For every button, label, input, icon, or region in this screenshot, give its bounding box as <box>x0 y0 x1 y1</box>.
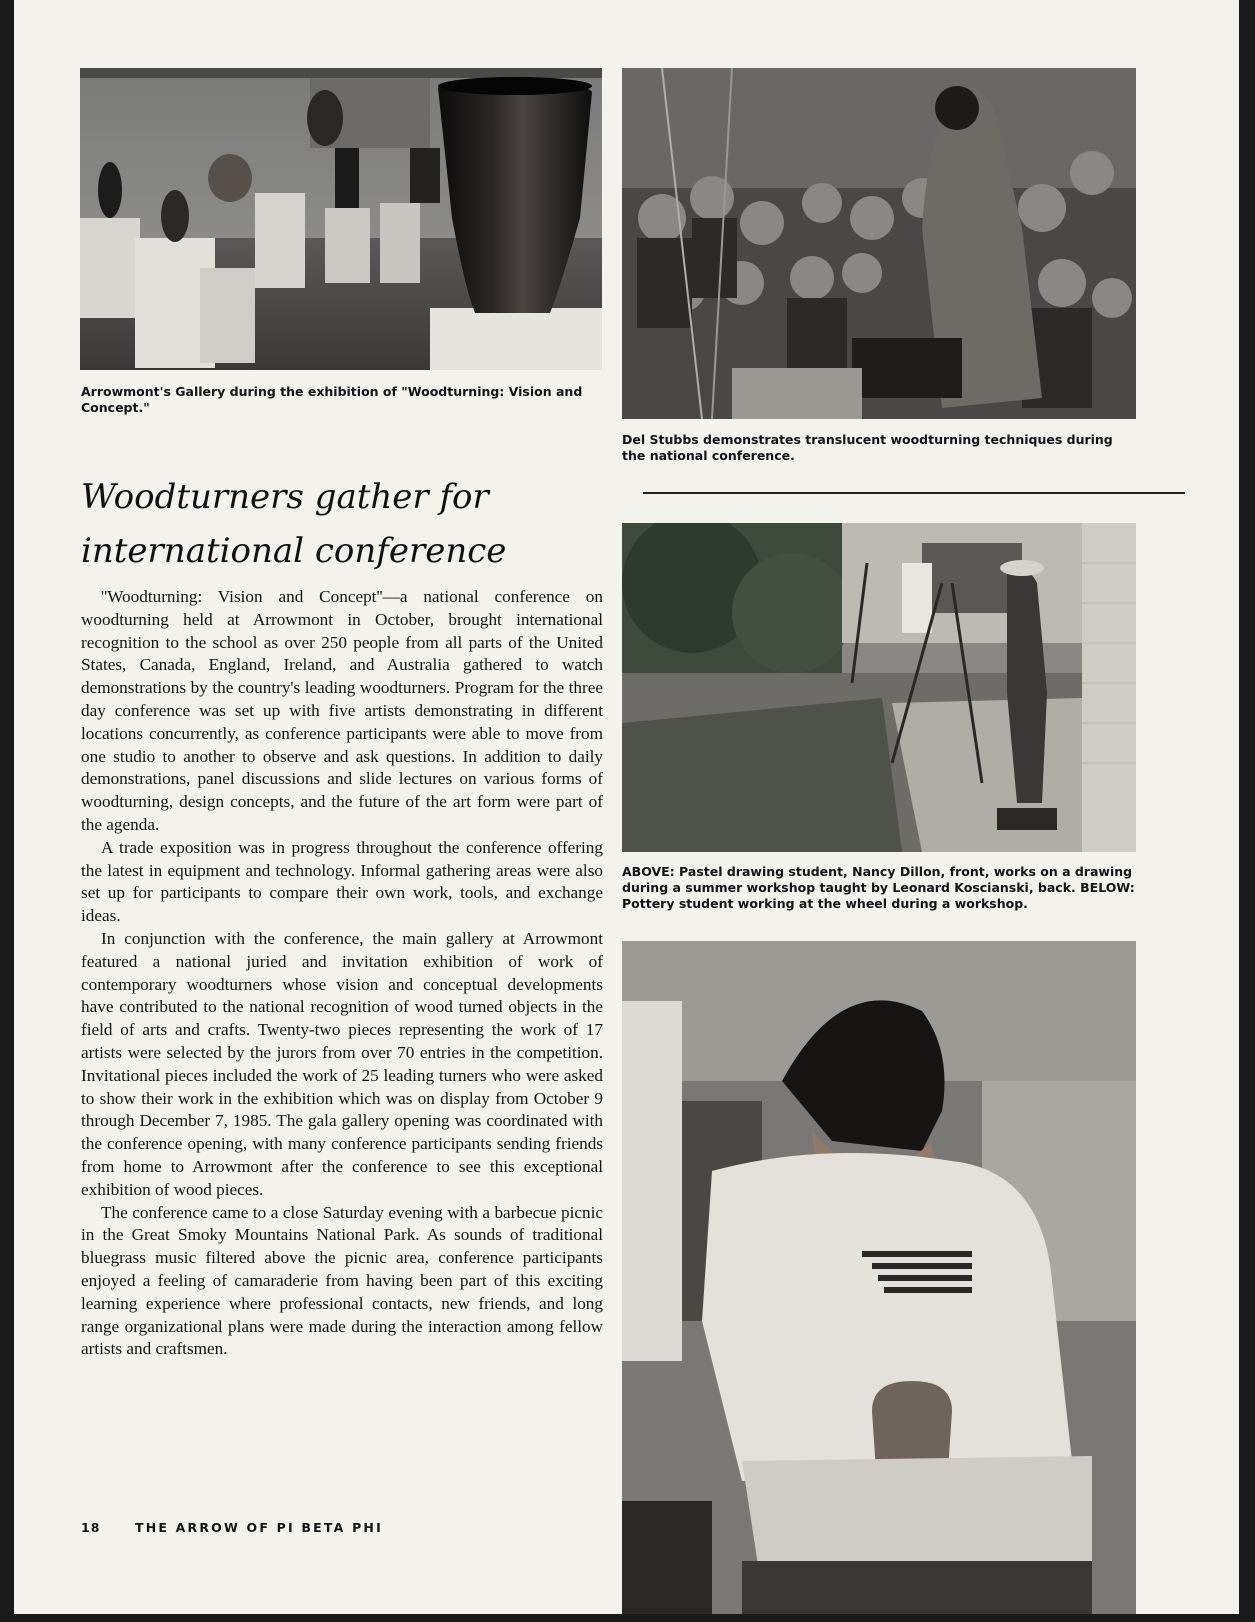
demonstration-photo <box>622 68 1136 419</box>
article-paragraph: In conjunction with the conference, the main gallery at Arrowmont featured a national juried and invitation exhibition of work of contemporary woodturners whose vision and conceptual developments have contributed to the national recognition of wood turned objects in the field of arts and crafts. Twenty-two pieces representing the work of 17 artists were selected by the jurors from over 70 entries in the competition. Invitational pieces included the work of 25 leading turners who were asked to show their work in the exhibition which was on display from October 9 through December 7, 1985. The gala gallery opening was coordinated with the conference opening, with many conference participants sending friends from home to Arrowmont after the conference to see this exceptional exhibition of wood pieces. <box>81 928 603 1199</box>
publication-name: THE ARROW OF PI BETA PHI <box>134 1520 383 1535</box>
magazine-page <box>14 0 1239 1614</box>
pottery-photo <box>622 941 1136 1614</box>
gallery-photo <box>80 68 602 370</box>
article-headline: Woodturners gather for international conference <box>81 477 507 571</box>
demonstration-photo-image <box>622 68 1136 419</box>
pottery-photo-image <box>622 941 1136 1614</box>
pastel-drawing-photo-caption: ABOVE: Pastel drawing student, Nancy Dillon, front, works on a drawing during a summer workshop taught by Leonard Koscianski, back. BELOW: Pottery student working at the wheel during a workshop. <box>622 864 1135 911</box>
page-footer <box>81 1520 383 1535</box>
article-paragraph: A trade exposition was in progress throughout the conference offering the latest in equipment and technology. Informal gathering areas were also set up for participants to compare their own work, tools, and exchange ideas. <box>81 837 603 926</box>
article-paragraph: ''Woodturning: Vision and Concept''—a national conference on woodturning held at Arrowmont in October, brought international recognition to the school as over 250 people from all parts of the United States, Canada, England, Ireland, and Australia gathered to watch demonstrations by the country's leading woodturners. Program for the three day conference was set up with five artists demonstrating in different locations concurrently, as conference participants were able to move from one studio to another to observe and ask questions. In addition to daily demonstrations, panel discussions and slide lectures on various forms of woodturning, design concepts, and the future of the art form were part of the agenda. <box>81 587 603 834</box>
section-divider <box>643 492 1185 494</box>
article-paragraph: The conference came to a close Saturday evening with a barbecue picnic in the Great Smoky Mountains National Park. As sounds of traditional bluegrass music filtered above the picnic area, conference participants enjoyed a feeling of camaraderie from having been part of this exciting learning experience where professional contacts, new friends, and long range organizational plans were made during the interaction among fellow artists and craftsmen. <box>81 1202 603 1359</box>
pastel-drawing-photo <box>622 523 1136 852</box>
pastel-drawing-photo-image <box>622 523 1136 852</box>
page-number: 18 <box>81 1520 101 1535</box>
gallery-photo-image <box>80 68 602 370</box>
gallery-photo-caption: Arrowmont's Gallery during the exhibition of "Woodturning: Vision and Concept." <box>81 384 583 415</box>
demonstration-photo-caption: Del Stubbs demonstrates translucent woodturning techniques during the national conference. <box>622 432 1113 463</box>
article-body <box>81 586 603 1361</box>
